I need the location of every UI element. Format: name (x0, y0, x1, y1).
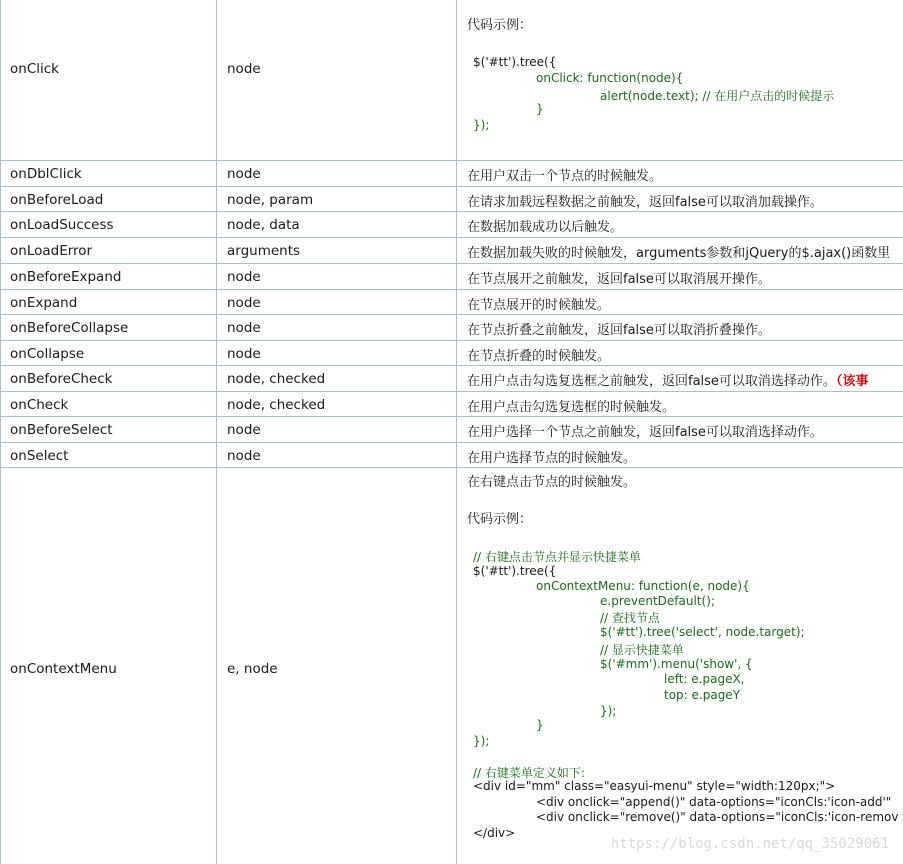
event-params: node (227, 61, 261, 77)
code-line: alert(node.text); // 在用户点击的时候提示 (600, 89, 835, 103)
table-row (0, 443, 903, 468)
event-description: 在右键点击节点的时候触发。 (467, 475, 637, 490)
table-row (0, 187, 903, 212)
event-name: onContextMenu (10, 661, 117, 677)
event-description-text: 在用户点击勾选复选框之前触发，返回false可以取消选择动作。 (467, 374, 836, 389)
table-row (0, 212, 903, 238)
table-row (0, 417, 903, 443)
code-line: }); (600, 704, 617, 718)
event-params: node (227, 346, 261, 362)
event-description: 在节点展开之前触发，返回false可以取消展开操作。 (467, 272, 771, 287)
table-row (0, 366, 903, 392)
event-description-note: （该事 (835, 374, 869, 389)
code-line: }); (473, 118, 490, 132)
table-row (0, 238, 903, 264)
code-line: }); (473, 734, 490, 748)
event-description (467, 370, 868, 389)
event-params: node, checked (227, 397, 326, 413)
watermark: https://blog.csdn.net/qq_35029061 (610, 836, 889, 852)
event-params: node (227, 448, 261, 464)
table-row (0, 264, 903, 290)
event-params: node (227, 166, 261, 182)
event-params: node, data (227, 217, 300, 233)
code-line: $('#tt').tree({ (473, 55, 557, 69)
event-name: onBeforeSelect (10, 422, 113, 438)
event-params: node, checked (227, 371, 326, 387)
event-description: 在用户选择一个节点之前触发，返回false可以取消选择动作。 (467, 425, 823, 440)
table-row (0, 341, 903, 366)
code-line: onContextMenu: function(e, node){ (536, 579, 750, 593)
event-name: onSelect (10, 448, 69, 464)
code-line: // 右键菜单定义如下: (473, 766, 585, 780)
event-description: 在节点折叠之前触发，返回false可以取消折叠操作。 (467, 323, 771, 338)
event-name: onDblClick (10, 166, 82, 182)
event-name: onBeforeLoad (10, 192, 104, 208)
event-description: 在用户双击一个节点的时候触发。 (467, 169, 663, 184)
event-description: 在数据加载失败的时候触发，arguments参数和jQuery的$.ajax()函数里 (467, 246, 891, 261)
event-name: onCheck (10, 397, 69, 413)
table-row (0, 392, 903, 417)
event-params: node (227, 320, 261, 336)
code-line: } (536, 102, 544, 116)
code-line: <div onclick="remove()" data-options="iconCls:'icon-remov (536, 810, 899, 824)
table-row (0, 0, 903, 161)
event-description: 在节点展开的时候触发。 (467, 298, 611, 313)
event-name: onLoadError (10, 243, 93, 259)
code-line: e.preventDefault(); (600, 594, 715, 608)
code-line: $('#mm').menu('show', { (600, 657, 753, 671)
code-line: $('#tt').tree({ (473, 564, 557, 578)
table-row (0, 290, 903, 315)
event-params: node, param (227, 192, 314, 208)
event-name: onCollapse (10, 346, 85, 362)
code-line: // 查找节点 (600, 611, 660, 625)
code-line: $('#tt').tree('select', node.target); (600, 625, 805, 639)
event-params: node (227, 269, 261, 285)
table-row (0, 468, 903, 864)
event-description: 在请求加载远程数据之前触发，返回false可以取消加载操作。 (467, 195, 823, 210)
code-line: // 显示快捷菜单 (600, 643, 684, 657)
event-description: 在用户点击勾选复选框的时候触发。 (467, 400, 676, 415)
code-line: // 右键点击节点并显示快捷菜单 (473, 550, 641, 564)
event-name: onBeforeCollapse (10, 320, 129, 336)
table-row (0, 315, 903, 341)
code-line: left: e.pageX, (664, 672, 745, 686)
code-line: onClick: function(node){ (536, 71, 684, 85)
code-line: } (536, 718, 544, 732)
code-example-label: 代码示例： (467, 512, 533, 527)
event-params: e, node (227, 661, 278, 677)
code-line: top: e.pageY (664, 688, 741, 702)
event-params: arguments (227, 243, 301, 259)
table-row (0, 161, 903, 187)
event-name: onLoadSuccess (10, 217, 114, 233)
code-example-label: 代码示例： (467, 18, 533, 33)
code-line: <div id="mm" class="easyui-menu" style="width:120px;"> (473, 779, 836, 793)
code-line: <div onclick="append()" data-options="iconCls:'icon-add'" (536, 795, 892, 809)
event-params: node (227, 295, 261, 311)
code-line: </div> (473, 826, 516, 840)
event-description: 在节点折叠的时候触发。 (467, 349, 611, 364)
event-name: onExpand (10, 295, 78, 311)
event-name: onBeforeExpand (10, 269, 122, 285)
event-description: 在数据加载成功以后触发。 (467, 220, 624, 235)
event-name: onBeforeCheck (10, 371, 113, 387)
event-params: node (227, 422, 261, 438)
event-name: onClick (10, 61, 59, 77)
event-description: 在用户选择节点的时候触发。 (467, 451, 637, 466)
